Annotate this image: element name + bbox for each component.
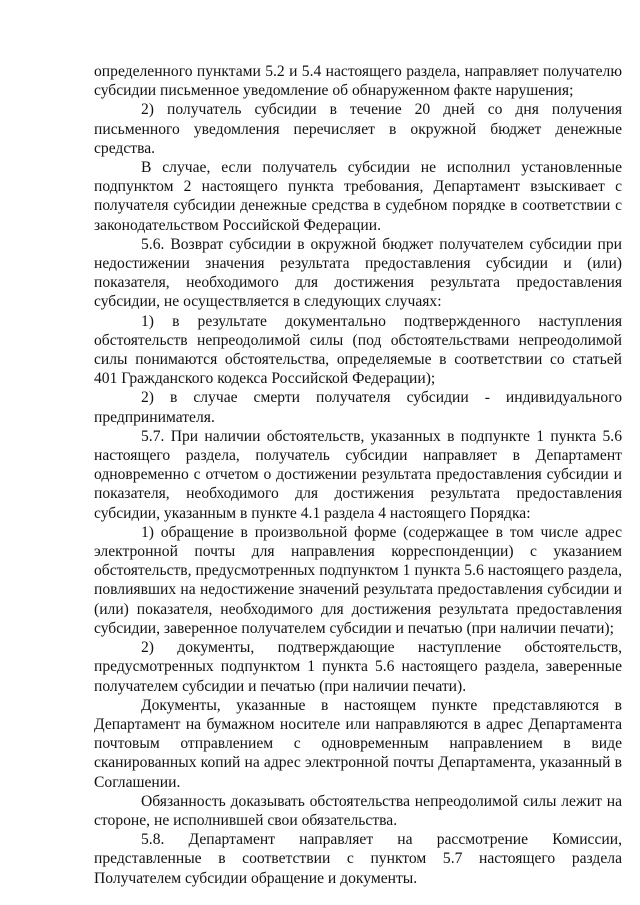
paragraph-5-7: 5.7. При наличии обстоятельств, указанных в подпункте 1 пункта 5.6 настоящего раздела, получатель субсидии направляет в Департамент одновременно с отчетом о достижении результата предоставления субсидии и показателя, необходимого для достижения результата предоставления субсидии, указанным в пункте 4.1 раздела 4 настоящего Порядка: — [94, 427, 622, 522]
paragraph-5-6: 5.6. Возврат субсидии в окружной бюджет получателем субсидии при недостижении значения результата предоставления субсидии и (или) показателя, необходимого для достижения результата предоставления субсидии, не осуществляется в следующих случаях: — [94, 235, 622, 311]
paragraph-recovery-in-court: В случае, если получатель субсидии не исполнил установленные подпунктом 2 настоящего пункта требования, Департамент взыскивает с получателя субсидии денежные средства в судебном порядке в соответствии с законодательством Российской Федерации. — [94, 159, 622, 234]
paragraph-5-8: 5.8. Департамент направляет на рассмотрение Комиссии, представленные в соответствии с пунктом 5.7 настоящего раздела Получателем субсидии обращение и документы. — [94, 831, 622, 887]
paragraph-continuation: определенного пунктами 5.2 и 5.4 настоящего раздела, направляет получателю субсидии письменное уведомление об обнаруженном факте нарушения; — [94, 63, 622, 100]
paragraph-5-7-item-1: 1) обращение в произвольной форме (содержащее в том числе адрес электронной почты для направления корреспонденции) с указанием обстоятельств, предусмотренных подпунктом 1 пункта 5.6 настоящего раздела, повлиявших на недостижение значений результата предоставления субсидии и (или) показателя, необходимого для достижения результата предоставления субсидии, заверенное получателем субсидии и печатью (при наличии печати); — [94, 523, 622, 637]
paragraph-documents-submission: Документы, указанные в настоящем пункте представляются в Департамент на бумажном носителе или направляются в адрес Департамента почтовым отправлением с одновременным направлением в виде сканированных копий на адрес электронной почты Департамента, указанный в Соглашении. — [94, 696, 622, 791]
paragraph-5-7-item-2: 2) документы, подтверждающие наступление обстоятельств, предусмотренных подпунктом 1 пункта 5.6 настоящего раздела, заверенные получателем субсидии и печатью (при наличии печати). — [94, 639, 622, 695]
paragraph-subitem-2-deadline: 2) получатель субсидии в течение 20 дней со дня получения письменного уведомления перечисляет в окружной бюджет денежные средства. — [94, 101, 622, 157]
paragraph-5-6-item-2: 2) в случае смерти получателя субсидии - индивидуального предпринимателя. — [94, 389, 622, 426]
paragraph-burden-of-proof: Обязанность доказывать обстоятельства непреодолимой силы лежит на стороне, не исполнившей свои обязательства. — [94, 792, 622, 829]
paragraph-5-6-item-1: 1) в результате документально подтвержденного наступления обстоятельств непреодолимой силы (под обстоятельствами непреодолимой силы понимаются обстоятельства, определяемые в соответствии со статьей 401 Гражданского кодекса Российской Федерации); — [94, 312, 622, 388]
document-body — [94, 62, 622, 888]
